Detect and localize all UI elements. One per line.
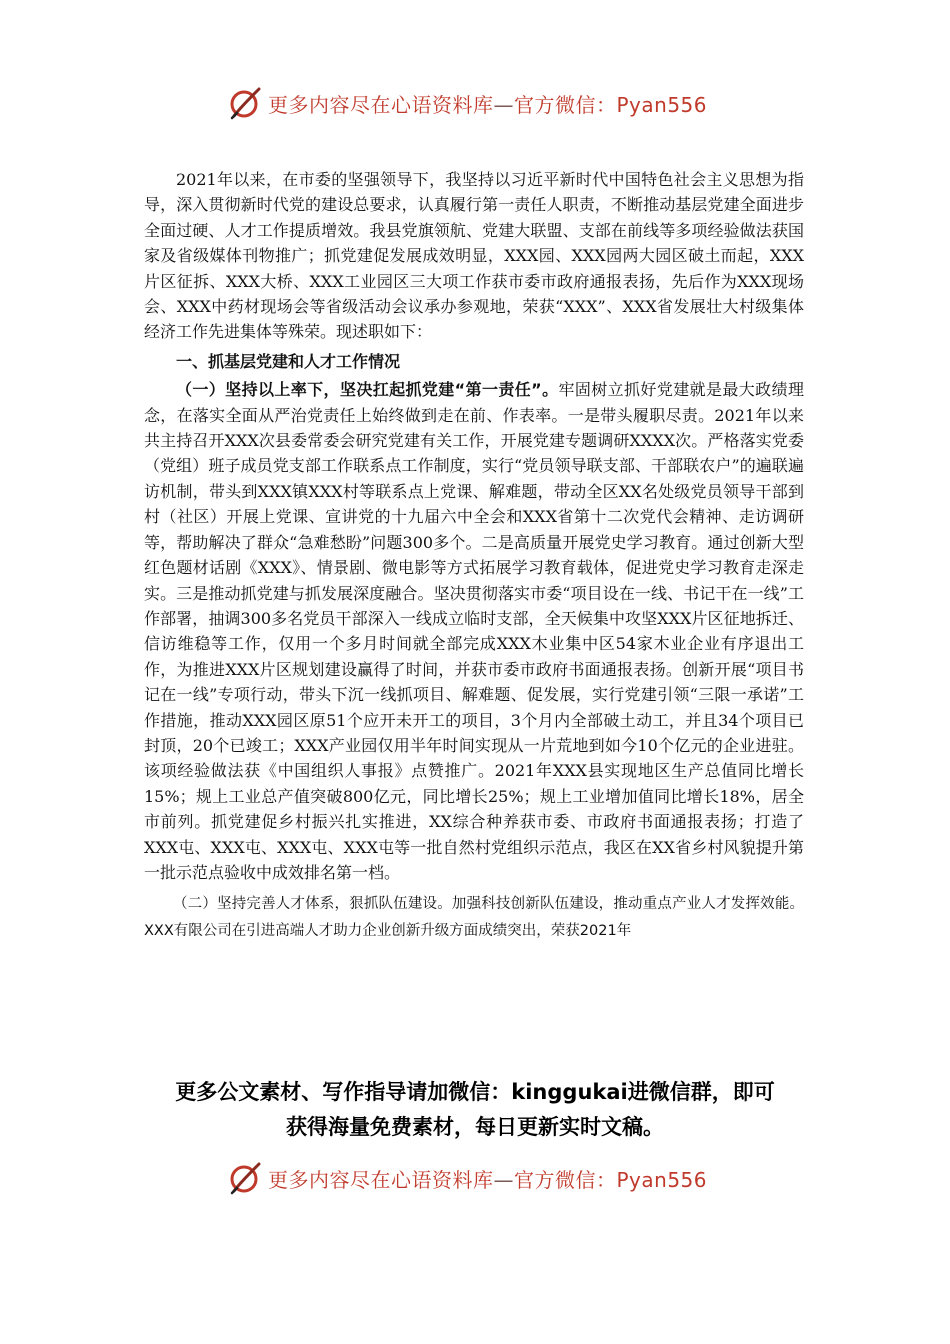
intro-paragraph: 2021年以来，在市委的坚强领导下，我坚持以习近平新时代中国特色社会主义思想为指导，深入贯彻新时代党的建设总要求，认真履行第一责任人职责，不断推动基层党建全面进步全面过硬、人才工作提质增效。我县党旗领航、党建大联盟、支部在前线等多项经验做法获国家及省级媒体刊物推广；抓党建促发展成效明显，XXX园、XXX园两大园区破土而起，XXX片区征拆、XXX大桥、XXX工业园区三大项工作获市委市政府通报表扬，先后作为XXX现场会、XXX中药材现场会等省级活动会议承办参观地，荣获“XXX”、XXX省发展壮大村级集体经济工作先进集体等殊荣。现述职如下：: [144, 170, 804, 342]
brush-logo-icon: [228, 86, 262, 120]
document-body: [144, 167, 804, 945]
promo-line-1: 更多公文素材、写作指导请加微信：kinggukai进微信群，即可: [175, 1080, 775, 1104]
footer-banner: [0, 1158, 950, 1198]
section-heading: 一、抓基层党建和人才工作情况: [176, 351, 401, 371]
promo-line-2: 获得海量免费素材，每日更新实时文稿。: [286, 1115, 664, 1139]
banner-text: 更多内容尽在心语资料库—官方微信：Pyan556: [268, 92, 708, 117]
talent-paragraph: （二）坚持完善人才体系，狠抓队伍建设。加强科技创新队伍建设，推动重点产业人才发挥效能。XXX有限公司在引进高端人才助力企业创新升级方面成绩突出，荣获2021年: [144, 896, 804, 940]
promo-notice: [120, 1075, 830, 1145]
banner-text: 更多内容尽在心语资料库—官方微信：Pyan556: [268, 1167, 708, 1192]
paragraph-lead: （一）坚持以上率下，坚决扛起抓党建“第一责任”。: [176, 380, 559, 400]
header-banner: [0, 83, 950, 123]
party-building-paragraph: [144, 377, 804, 885]
paragraph-body: 牢固树立抓好党建就是最大政绩理念，在落实全面从严治党责任上始终做到走在前、作表率。一是带头履职尽责。2021年以来共主持召开XXX次县委常委会研究党建有关工作，开展党建专题调研XXXX次。严格落实党委（党组）班子成员党支部工作联系点工作制度，实行“党员领导联支部、干部联农户”的遍联遍访机制，带头到XXX镇XXX村等联系点上党课、解难题，带动全区XX名处级党员领导干部到村（社区）开展上党课、宣讲党的十九届六中全会和XXX省第十二次党代会精神、走访调研等，帮助解决了群众“急难愁盼”问题300多个。二是高质量开展党史学习教育。通过创新大型红色题材话剧《XXX》、情景剧、微电影等方式拓展学习教育载体，促进党史学习教育走深走实。三是推动抓党建与抓发展深度融合。坚决贯彻落实市委“项目设在一线、书记干在一线”工作部署，抽调300多名党员干部深入一线成立临时支部，全天候集中攻坚XXX片区征地拆迁、信访维稳等工作，仅用一个多月时间就全部完成XXX木业集中区54家木业企业有序退出工作，为推进XXX片区规划建设赢得了时间，并获市委市政府书面通报表扬。创新开展“项目书记在一线”专项行动，带头下沉一线抓项目、解难题、促发展，实行党建引领“三限一承诺”工作措施，推动XXX园区原51个应开未开工的项目，3个月内全部破土动工，并且34个项目已封顶，20个已竣工；XXX产业园仅用半年时间实现从一片荒地到如今10个亿元的企业进驻。该项经验做法获《中国组织人事报》点赞推广。2021年XXX县实现地区生产总值同比增长15%；规上工业总产值突破800亿元，同比增长25%；规上工业增加值同比增长18%，居全市前列。抓党建促乡村振兴扎实推进，XX综合种养获市委、市政府书面通报表扬；打造了XXX屯、XXX屯、XXX屯、XXX屯等一批自然村党组织示范点，我区在XX省乡村风貌提升第一批示范点验收中成效排名第一档。: [144, 380, 804, 882]
brush-logo-icon: [228, 1161, 262, 1195]
